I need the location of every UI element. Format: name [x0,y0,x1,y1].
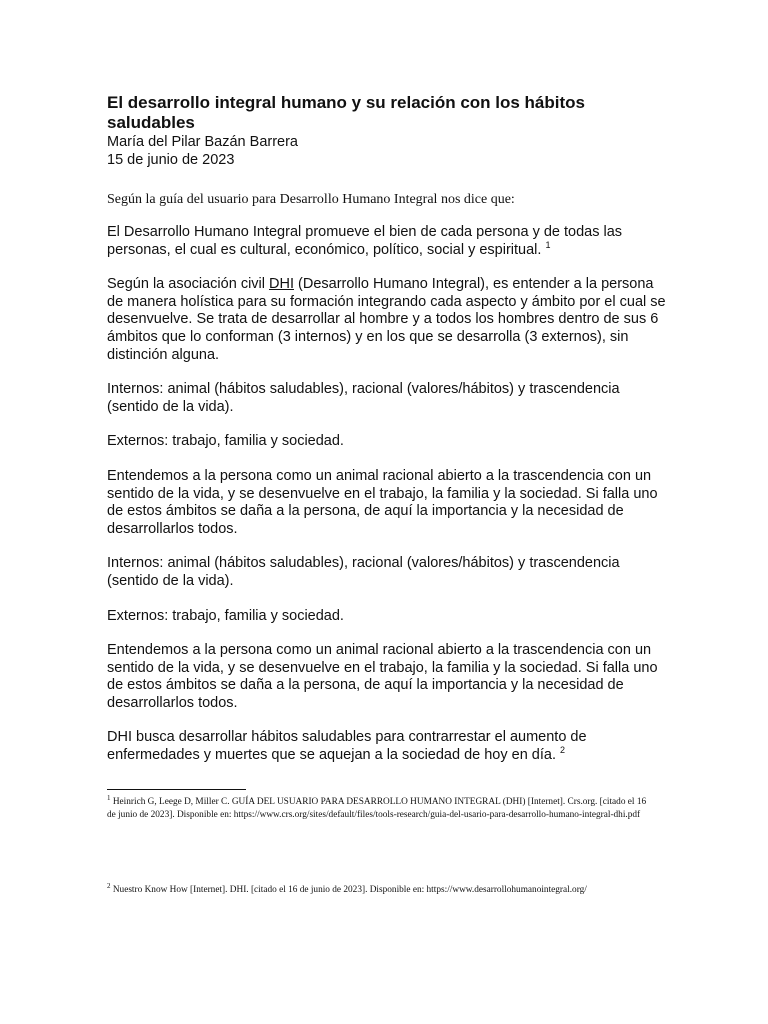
paragraph-2 [107,276,667,364]
paragraph-1 [107,224,667,259]
footnote-1-text: Heinrich G, Leege D, Miller C. GUÍA DEL USUARIO PARA DESARROLLO HUMANO INTEGRAL (DHI) [Internet]. Crs.org. [citado el 16 de junio de 2023]. Disponible en: https://www.crs.org/sites/default/files/tools-research/guia-del-usario-para-desarrollo-humano-integral-dhi.pdf [107,797,647,820]
footnote-2 [107,881,647,897]
paragraph-2-after: (Desarrollo Humano Integral), es entender a la persona de manera holística para su formación integrando cada aspecto y ámbito por el cual se desenvuelve. Se trata de desarrollar al hombre y a todos los hombres dentro de sus 6 ámbitos que lo conforman (3 internos) y en los que se desarrolla (3 externos), sin distinción alguna. [107,276,666,363]
paragraph-persona-1: Entendemos a la persona como un animal racional abierto a la trascendencia con un sentido de la vida, y se desenvuelve en el trabajo, la familia y la sociedad. Si falla uno de estos ámbitos se daña a la persona, de aquí la importancia y la necesidad de desarrollarlos todos. [107,467,658,537]
dhi-link[interactable]: DHI [269,276,294,293]
footnote-1-number: 1 [107,793,111,802]
document-title: El desarrollo integral humano y su relación con los hábitos saludables [107,93,585,132]
paragraph-2-before: Según la asociación civil [107,276,270,293]
footnote-2-text: Nuestro Know How [Internet]. DHI. [citado el 16 de junio de 2023]. Disponible en: https://www.desarrollohumanointegral.org/ [112,885,587,895]
document-page [107,93,667,765]
intro-paragraph: Según la guía del usuario para Desarrollo Humano Integral nos dice que: [107,192,515,207]
footnote-2-number: 2 [107,881,111,890]
paragraph-externos-1: Externos: trabajo, familia y sociedad. [107,433,344,450]
paragraph-internos-2: Internos: animal (hábitos saludables), racional (valores/hábitos) y trascendencia (sentido de la vida). [107,555,620,589]
paragraph-1-text: El Desarrollo Humano Integral promueve el bien de cada persona y de todas las personas, el cual es cultural, económico, político, social y espiritual. [107,224,623,258]
document-author: María del Pilar Bazán Barrera [107,134,298,150]
paragraph-persona-2: Entendemos a la persona como un animal racional abierto a la trascendencia con un sentido de la vida, y se desenvuelve en el trabajo, la familia y la sociedad. Si falla uno de estos ámbitos se daña a la persona, de aquí la importancia y la necesidad de desarrollarlos todos. [107,642,658,711]
document-date: 15 de junio de 2023 [107,152,235,168]
paragraph-internos-1: Internos: animal (hábitos saludables), racional (valores/hábitos) y trascendencia (sentido de la vida). [107,381,620,415]
paragraph-externos-2: Externos: trabajo, familia y sociedad. [107,607,344,624]
paragraph-dhi-habitos-text: DHI busca desarrollar hábitos saludables para contrarrestar el aumento de enfermedades y muertes que se aquejan a la sociedad de hoy en día. [107,729,587,764]
paragraph-dhi-habitos [107,729,667,764]
footnote-1 [107,793,647,821]
footnote-ref-1[interactable]: 1 [545,239,551,250]
footnote-ref-2[interactable]: 2 [560,745,566,756]
footnote-separator [107,789,246,790]
